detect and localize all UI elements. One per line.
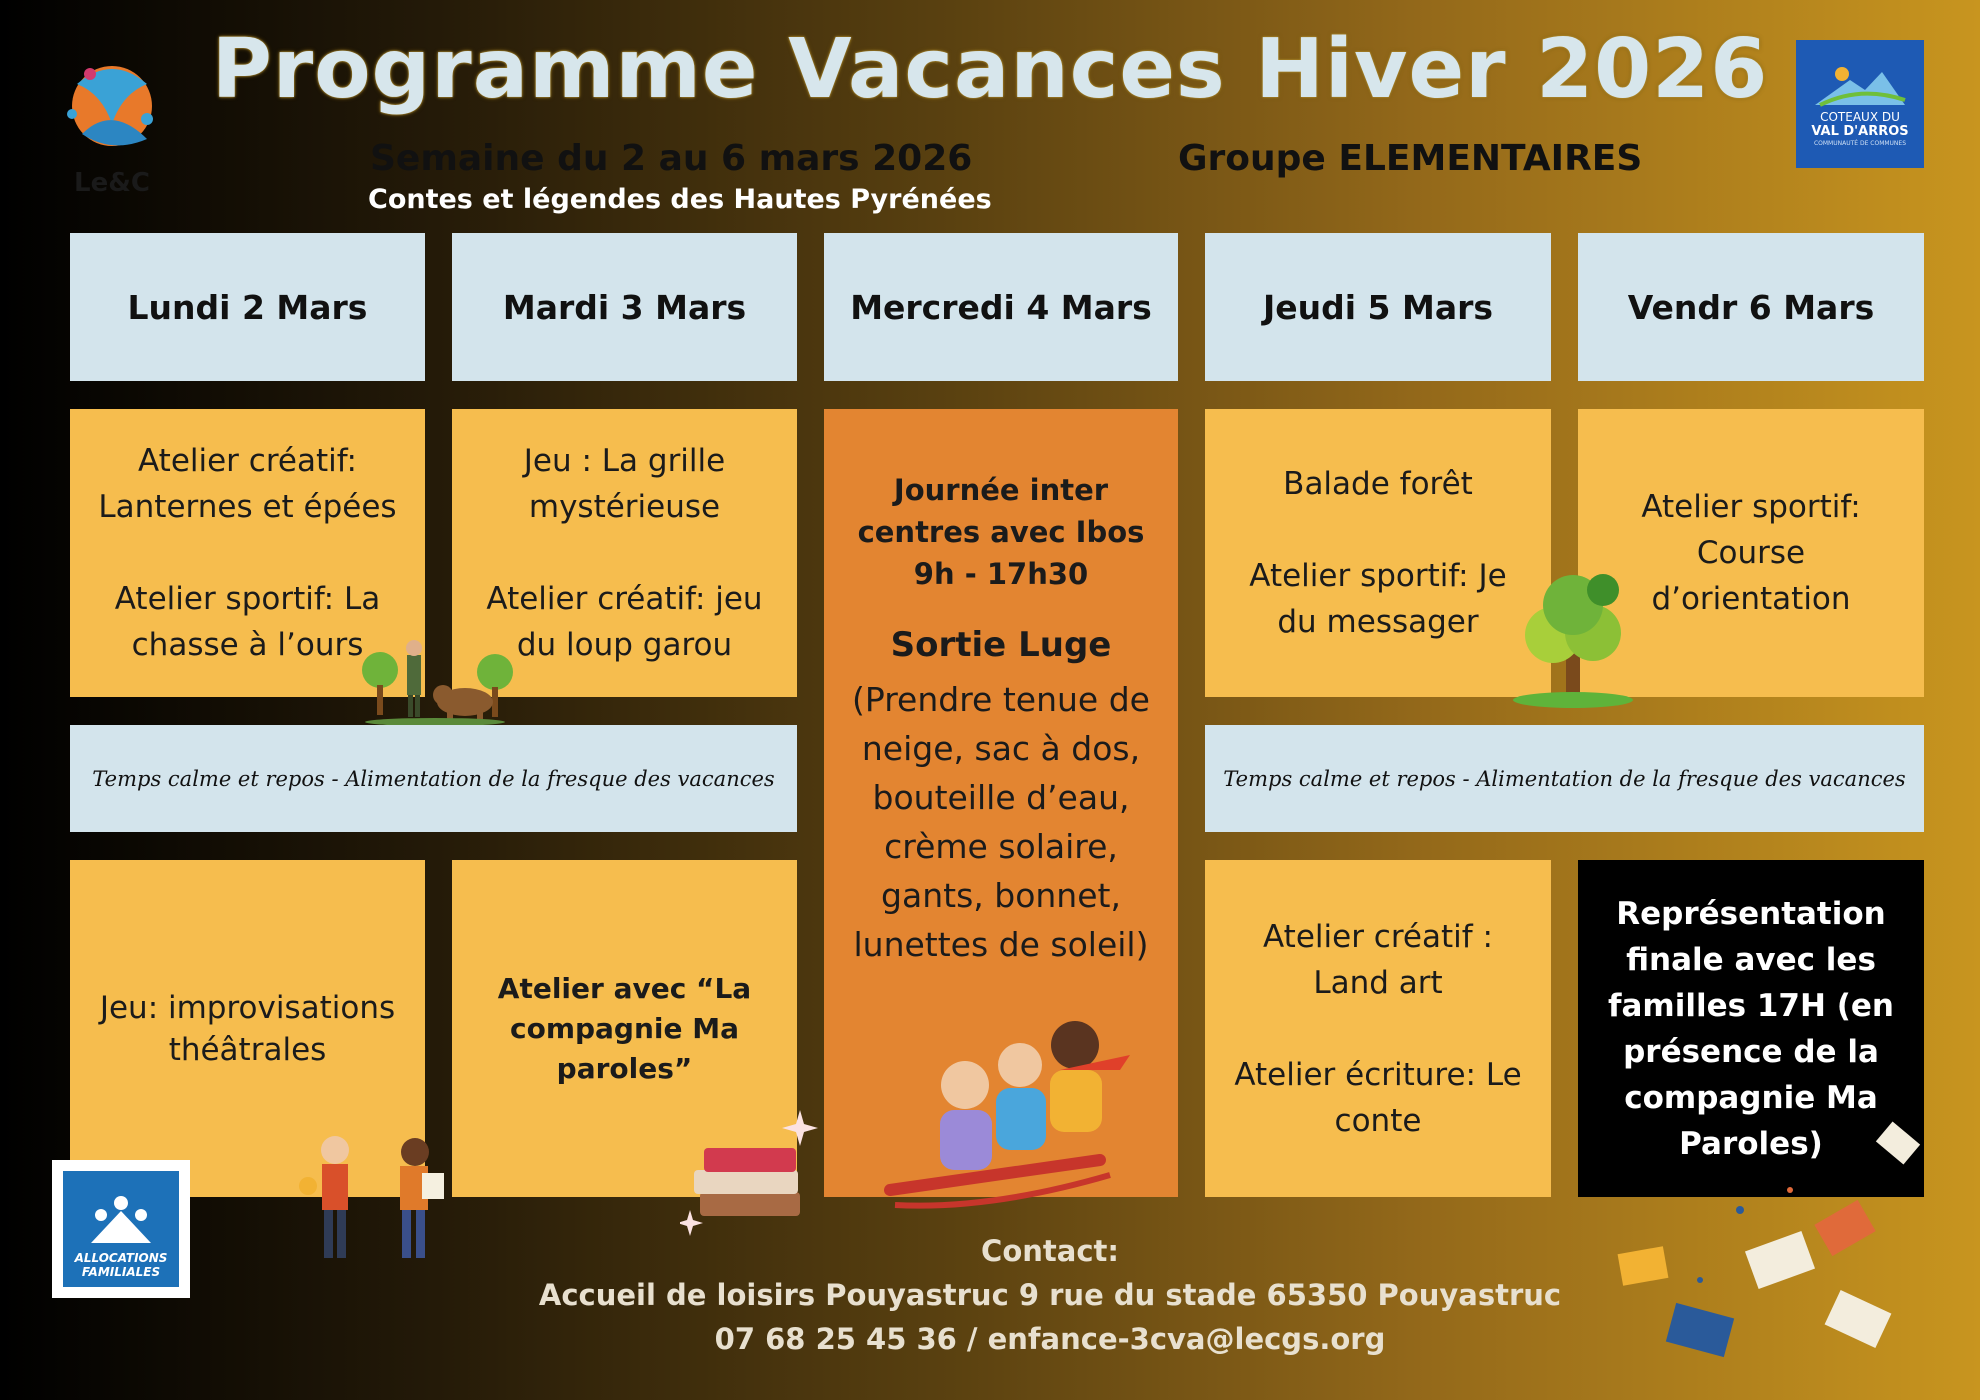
activity-line: Jeu : La grille	[523, 443, 726, 479]
sortie-luge-title: Sortie Luge	[890, 625, 1112, 665]
activity-line: Atelier avec “La	[497, 971, 752, 1005]
activity-line: du loup garou	[516, 627, 733, 663]
day-header-monday: Lundi 2 Mars	[70, 233, 425, 381]
equipment-line: neige, sac à dos,	[861, 729, 1141, 768]
activity-line: familles 17H (en	[1608, 987, 1894, 1024]
equipment-line: gants, bonnet,	[881, 876, 1121, 915]
activity-line: du messager	[1277, 604, 1479, 640]
activity-line: Course	[1696, 535, 1806, 571]
activity-line: finale avec les	[1626, 941, 1876, 978]
contact-label: Contact:	[981, 1234, 1119, 1268]
activity-line: Atelier sportif: Je	[1249, 558, 1507, 594]
coteaux-val-darros-logo	[1796, 40, 1924, 168]
equipment-line: (Prendre tenue de	[852, 680, 1150, 719]
week-label: Semaine du 2 au 6 mars 2026	[370, 138, 973, 179]
wednesday-hours: 9h - 17h30	[913, 557, 1089, 591]
group-label: Groupe ELEMENTAIRES	[1178, 138, 1643, 179]
calm-time-bar-right: Temps calme et repos - Alimentation de la fresque des vacances	[1205, 725, 1924, 832]
lecgs-logo	[52, 44, 172, 214]
contact-address: Accueil de loisirs Pouyastruc 9 rue du stade 65350 Pouyastruc	[538, 1278, 1562, 1312]
activity-line: d’orientation	[1651, 581, 1851, 617]
activity-line: chasse à l’ours	[131, 627, 364, 663]
activity-line: Jeu: improvisations	[99, 989, 396, 1026]
coteaux-line2: VAL D'ARROS	[1811, 123, 1909, 139]
activity-line: Atelier sportif:	[1641, 489, 1861, 525]
day-header-tuesday: Mardi 3 Mars	[452, 233, 797, 381]
activity-line: présence de la	[1623, 1033, 1879, 1070]
activity-line: Paroles)	[1679, 1125, 1823, 1162]
caf-line1: ALLOCATIONS	[74, 1251, 168, 1265]
tree-icon	[1508, 565, 1638, 710]
coteaux-line1: COTEAUX DU	[1820, 109, 1900, 124]
activity-line: Atelier créatif :	[1263, 918, 1493, 955]
activity-line: compagnie Ma	[509, 1011, 740, 1045]
activity-line: Représentation	[1616, 895, 1886, 932]
day-header-thursday: Jeudi 5 Mars	[1205, 233, 1551, 381]
activity-thursday-morning	[1205, 409, 1551, 697]
caf-line2: FAMILIALES	[81, 1265, 161, 1279]
activity-line: Atelier sportif: La	[114, 581, 381, 617]
equipment-line: bouteille d’eau,	[872, 778, 1130, 817]
activity-line: Atelier écriture: Le	[1234, 1056, 1522, 1093]
contact-phone-email: 07 68 25 45 36 / enfance-3cva@lecgs.org	[714, 1322, 1386, 1356]
lecgs-logo-icon	[52, 44, 172, 174]
theme-label: Contes et légendes des Hautes Pyrénées	[368, 184, 992, 215]
wednesday-headline: centres avec Ibos	[857, 515, 1145, 549]
lecgs-logo-text: Le&C	[74, 168, 150, 198]
activity-line: Lanternes et épées	[98, 489, 397, 525]
sled-kids-illustration	[870, 1010, 1160, 1240]
books-sparkles-illustration	[680, 1100, 830, 1240]
day-header-friday: Vendr 6 Mars	[1578, 233, 1924, 381]
activity-line: paroles”	[556, 1051, 693, 1085]
bear-hunter-illustration	[355, 630, 530, 725]
family-icon	[81, 1193, 161, 1251]
equipment-line: lunettes de soleil)	[853, 925, 1149, 964]
page-title: Programme Vacances Hiver 2026	[211, 22, 1769, 117]
activity-line: Atelier créatif:	[138, 443, 357, 479]
activity-line: conte	[1334, 1102, 1422, 1139]
activity-line: Land art	[1313, 964, 1443, 1001]
mountain-icon	[1810, 60, 1910, 110]
wednesday-headline: Journée inter	[893, 473, 1109, 507]
activity-line: Balade forêt	[1283, 466, 1473, 502]
equipment-line: crème solaire,	[884, 827, 1118, 866]
activity-line: théâtrales	[168, 1031, 327, 1068]
activity-line: compagnie Ma	[1624, 1079, 1878, 1116]
calm-time-bar-left: Temps calme et repos - Alimentation de la fresque des vacances	[70, 725, 797, 832]
activity-line: Atelier créatif: jeu	[486, 581, 763, 617]
activity-line: mystérieuse	[528, 489, 721, 525]
caf-logo	[52, 1160, 190, 1298]
activity-thursday-afternoon	[1205, 860, 1551, 1197]
coteaux-line3: COMMUNAUTÉ DE COMMUNES	[1813, 139, 1907, 147]
day-header-wednesday: Mercredi 4 Mars	[824, 233, 1178, 381]
